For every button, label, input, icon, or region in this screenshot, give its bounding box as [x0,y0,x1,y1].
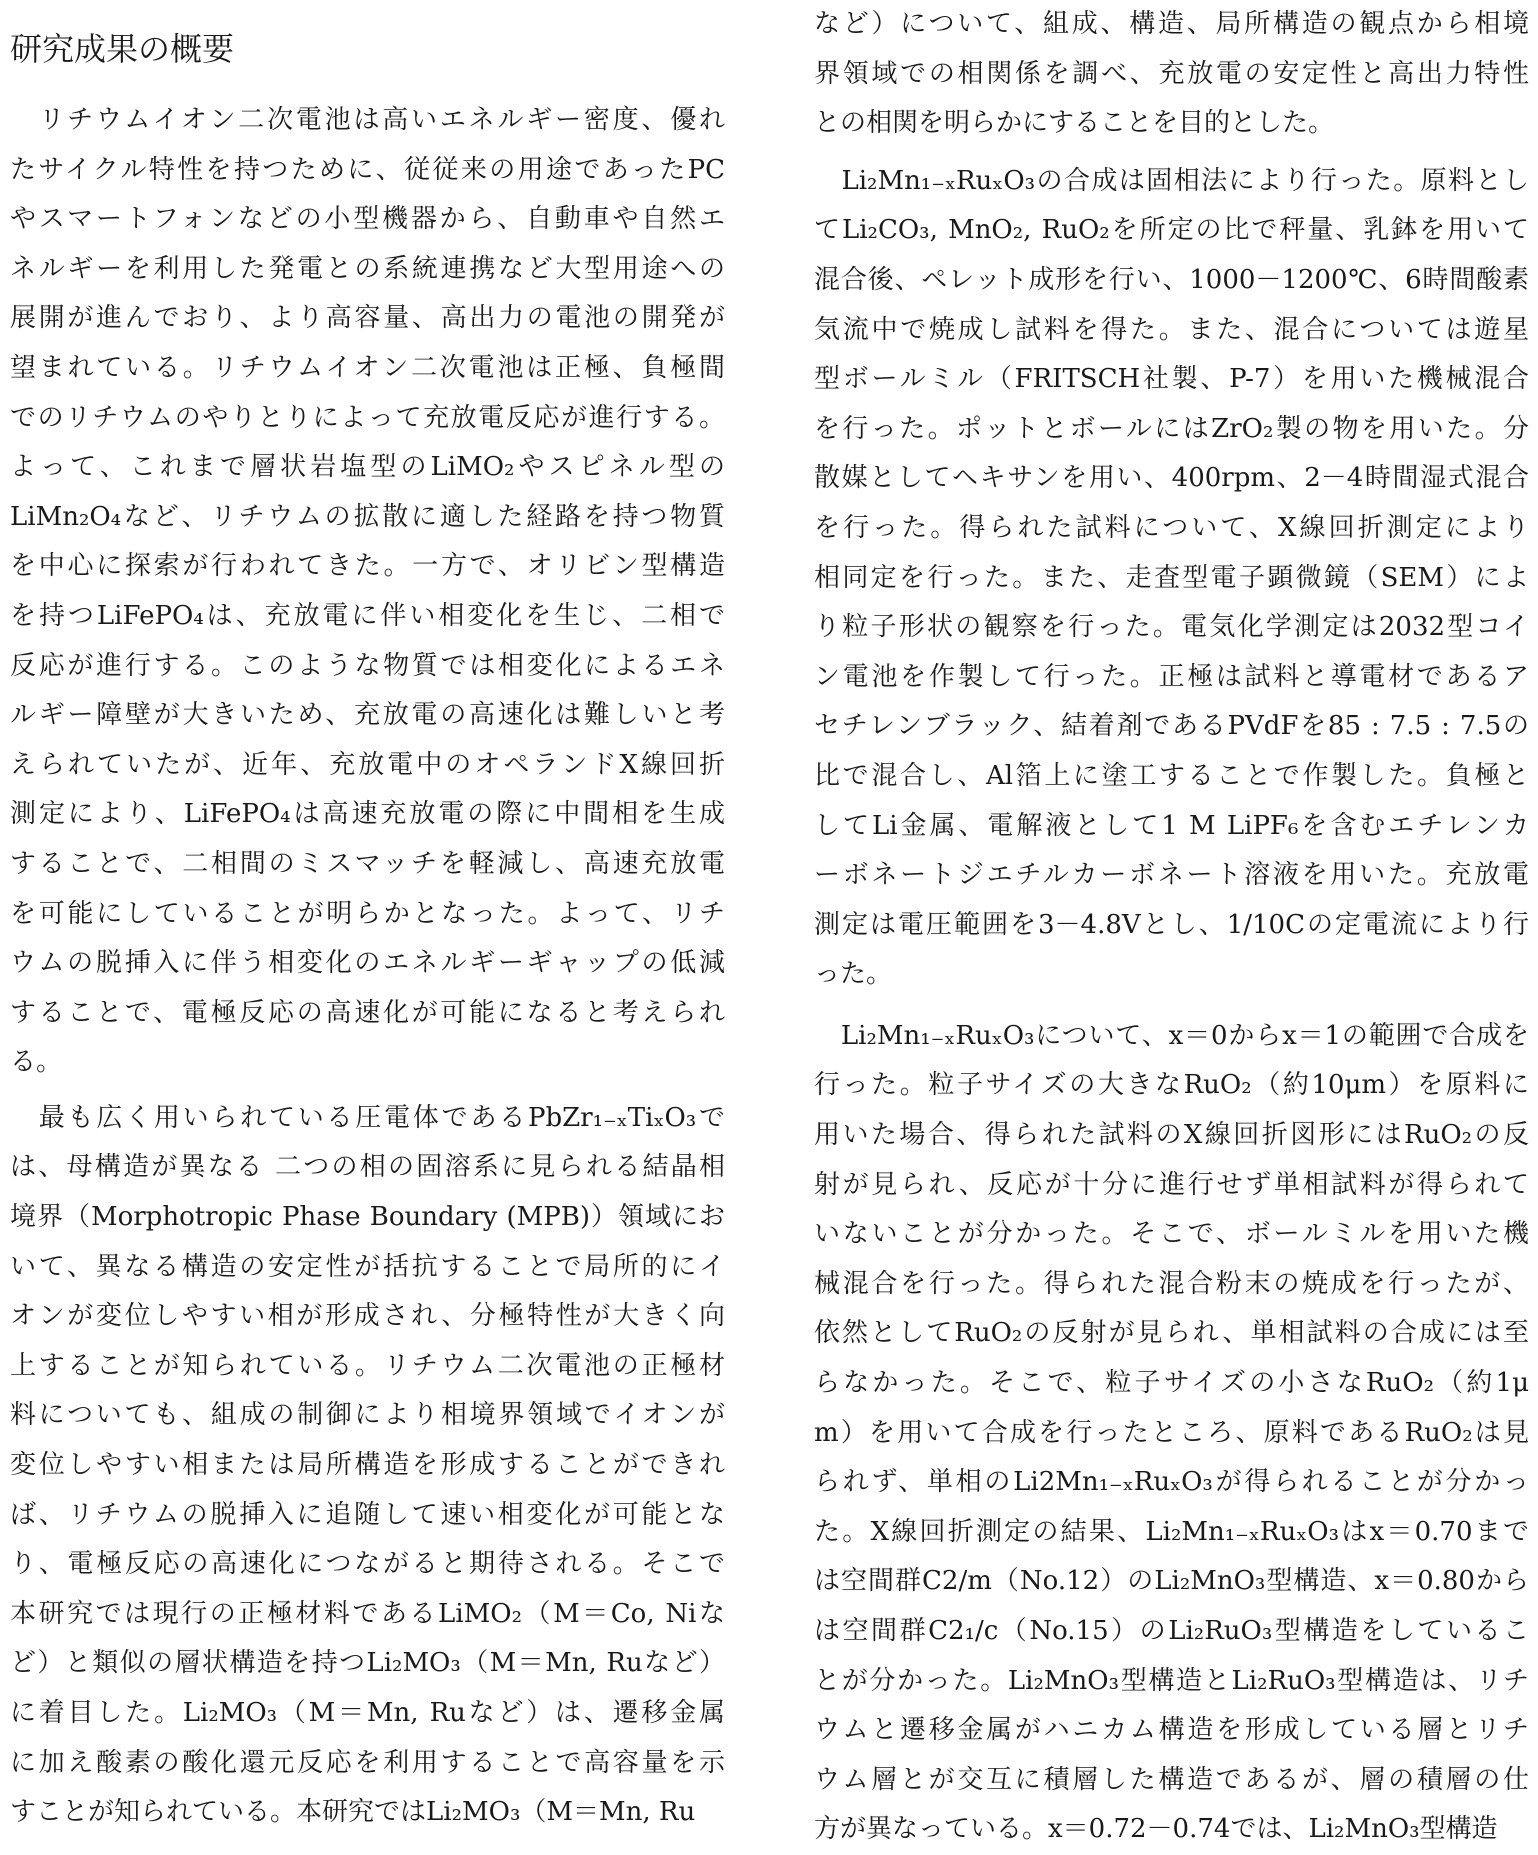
text-line: を中心に探索が行われてきた。一方で、オリビン型構造 [10,551,725,582]
text-line: など）について、組成、構造、局所構造の観点から相境 [814,9,1529,39]
text-line: でのリチウムのやりとりによって充放電反応が進行する。 [10,402,725,433]
text-line: リチウムイオン二次電池は高いエネルギー密度、優れ [10,105,725,135]
text-line: 型ボールミル（FRITSCH社製、P-7）を用いた機械混合 [814,364,1529,395]
paragraph [10,1094,725,1838]
text-line: 気流中で焼成し試料を得た。また、混合については遊星 [814,314,1529,345]
text-line: との相関を明らかにすることを目的とした。 [814,108,1335,139]
text-line: 本研究では現行の正極材料であるLiMO₂（M＝Co, Niな [10,1598,725,1629]
right-column [814,0,1529,1855]
text-line: 行った。粒子サイズの大きなRuO₂（約10μm）を原料に [814,1070,1529,1101]
text-line: えられていたが、近年、充放電中のオペランドX線回折 [10,749,725,780]
text-line: を持つLiFePO₄は、充放電に伴い相変化を生じ、二相で [10,600,725,631]
section-heading: 研究成果の概要 [10,30,235,68]
text-line: は、母構造が異なる 二つの相の固溶系に見られる結晶相 [10,1152,725,1183]
text-line: られず、単相のLi2Mn₁₋ₓRuₓO₃が得られることが分かっ [814,1467,1529,1498]
text-line: 料についても、組成の制御により相境界領域でイオンが [10,1400,725,1431]
text-line: 変位しやすい相または局所構造を形成することができれ [10,1450,725,1481]
text-line: やスマートフォンなどの小型機器から、自動車や自然エ [10,204,725,235]
text-line: 望まれている。リチウムイオン二次電池は正極、負極間 [10,352,725,383]
text-line: を行った。ポットとボールにはZrO₂製の物を用いた。分 [814,413,1529,444]
text-line: 測定により、LiFePO₄は高速充放電の際に中間相を生成 [10,799,725,830]
text-line: 測定は電圧範囲を3－4.8Vとし、1/10Cの定電流により行 [814,909,1529,940]
paragraph [814,0,1529,149]
text-line: 混合後、ペレット成形を行い、1000－1200℃、6時間酸素 [814,264,1529,295]
text-line: LiMn₂O₄など、リチウムの拡散に適した経路を持つ物質 [10,501,725,532]
text-line: セチレンブラック、結着剤であるPVdFを85 : 7.5 : 7.5の [814,711,1529,742]
text-line: を可能にしていることが明らかとなった。よって、リチ [10,898,725,929]
text-line: 最も広く用いられている圧電体であるPbZr₁₋ₓTiₓO₃で [10,1102,725,1133]
text-line: することで、電極反応の高速化が可能になると考えられ [10,997,725,1028]
text-line: してLi金属、電解液として1 M LiPF₆を含むエチレンカ [814,810,1529,841]
text-line: すことが知られている。本研究ではLi₂MO₃（M＝Mn, Ru [10,1797,696,1828]
text-line: り、電極反応の高速化につながると期待される。そこで [10,1549,725,1580]
text-line: Li₂Mn₁₋ₓRuₓO₃について、x＝0からx＝1の範囲で合成を [814,1020,1529,1051]
text-line: 展開が進んでおり、より高容量、高出力の電池の開発が [10,303,725,334]
text-line: を行った。得られた試料について、X線回折測定により [814,512,1529,543]
text-line: 反応が進行する。このような物質では相変化によるエネ [10,650,725,681]
text-line: 境界（Morphotropic Phase Boundary (MPB)）領域にお [10,1202,725,1233]
text-line: Li₂Mn₁₋ₓRuₓO₃の合成は固相法により行った。原料とし [814,165,1529,196]
text-line: り粒子形状の観察を行った。電気化学測定は2032型コイ [814,612,1529,643]
paragraph [10,96,725,1088]
left-column [10,0,725,1838]
text-line: ウム層とが交互に積層した構造であるが、層の積層の仕 [814,1764,1529,1795]
text-line: は空間群C2/m（No.12）のLi₂MnO₃型構造、x＝0.80から [814,1566,1529,1597]
text-line: は空間群C2₁/c（No.15）のLi₂RuO₃型構造をしているこ [814,1616,1529,1646]
text-line: 械混合を行った。得られた混合粉末の焼成を行ったが、 [814,1268,1529,1299]
text-line: 依然としてRuO₂の反射が見られ、単相試料の合成には至 [814,1318,1529,1349]
text-line: た。X線回折測定の結果、Li₂Mn₁₋ₓRuₓO₃はx＝0.70まで [814,1516,1529,1547]
text-line: とが分かった。Li₂MnO₃型構造とLi₂RuO₃型構造は、リチ [814,1665,1529,1696]
text-line: 方が異なっている。x＝0.72－0.74では、Li₂MnO₃型構造 [814,1814,1498,1845]
text-line: ン電池を作製して行った。正極は試料と導電材であるア [814,661,1529,692]
text-line: 界領域での相関係を調べ、充放電の安定性と高出力特性 [814,58,1529,89]
text-line: らなかった。そこで、粒子サイズの小さなRuO₂（約1μ [814,1368,1529,1399]
text-line: いて、異なる構造の安定性が括抗することで局所的にイ [10,1251,725,1282]
text-line: 比で混合し、Al箔上に塗工することで作製した。負極と [814,760,1529,791]
text-line: m）を用いて合成を行ったところ、原料であるRuO₂は見 [814,1417,1529,1448]
text-line: ーボネートジエチルカーボネート溶液を用いた。充放電 [814,860,1529,891]
text-line: いないことが分かった。そこで、ボールミルを用いた機 [814,1219,1529,1250]
text-line: る。 [10,1047,63,1078]
text-line: よって、これまで層状岩塩型のLiMO₂やスピネル型の [10,452,725,483]
text-line: ウムの脱挿入に伴う相変化のエネルギーギャップの低減 [10,948,725,979]
text-line: することで、二相間のミスマッチを軽減し、高速充放電 [10,848,725,879]
text-line: ウムと遷移金属がハニカム構造を形成している層とリチ [814,1715,1529,1746]
text-line: てLi₂CO₃, MnO₂, RuO₂を所定の比で秤量、乳鉢を用いて [814,215,1529,246]
text-line: に加え酸素の酸化還元反応を利用することで高容量を示 [10,1747,725,1778]
text-line: に着目した。Li₂MO₃（M＝Mn, Ruなど）は、遷移金属 [10,1698,725,1728]
text-line: たサイクル特性を持つために、従従来の用途であったPC [10,154,725,185]
paragraph [814,1012,1529,1855]
text-line: 散媒としてヘキサンを用い、400rpm、2－4時間湿式混合 [814,463,1529,494]
text-line: 用いた場合、得られた試料のX線回折図形にはRuO₂の反 [814,1120,1529,1151]
paragraph [814,157,1529,1000]
text-line: ば、リチウムの脱挿入に追随して速い相変化が可能とな [10,1499,725,1530]
text-line: ネルギーを利用した発電との系統連携など大型用途への [10,253,725,284]
text-line: ルギー障壁が大きいため、充放電の高速化は難しいと考 [10,700,725,731]
text-line: オンが変位しやすい相が形成され、分極特性が大きく向 [10,1301,725,1332]
text-line: った。 [814,959,893,990]
text-line: 射が見られ、反応が十分に進行せず単相試料が得られて [814,1169,1529,1200]
text-line: 上することが知られている。リチウム二次電池の正極材 [10,1350,725,1381]
text-line: 相同定を行った。また、走査型電子顕微鏡（SEM）によ [814,562,1529,593]
text-line: ど）と類似の層状構造を持つLi₂MO₃（M＝Mn, Ruなど） [10,1648,725,1679]
